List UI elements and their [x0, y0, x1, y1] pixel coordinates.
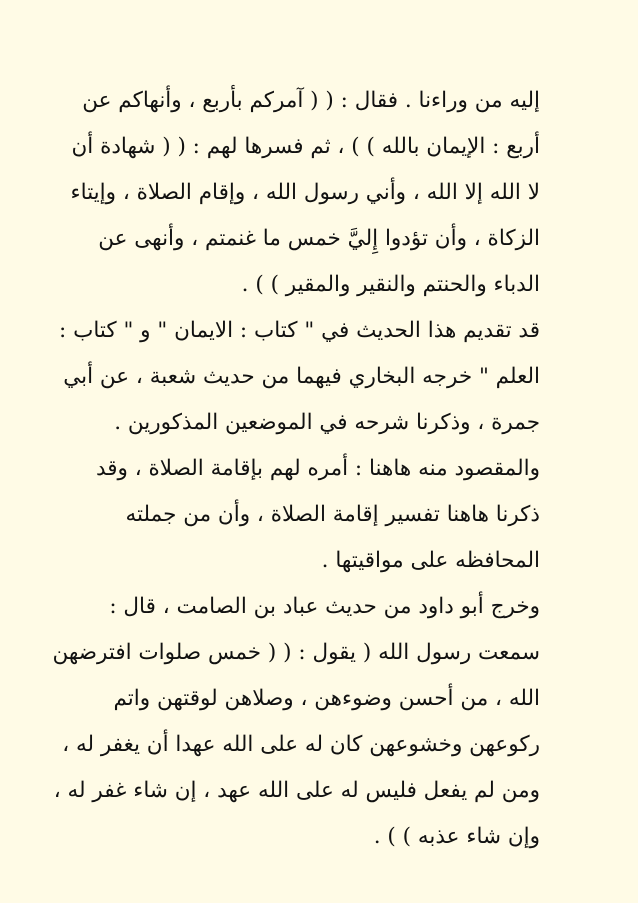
- text-line: الله ، من أحسن وضوءهن ، وصلاهن لوقتهن واتم: [113, 686, 540, 711]
- text-line: والمقصود منه هاهنا : أمره لهم بإقامة الصلاة ، وقد: [95, 456, 540, 481]
- text-line: قد تقديم هذا الحديث في " كتاب : الايمان " و " كتاب :: [59, 318, 540, 343]
- text-line: العلم " خرجه البخاري فيهما من حديث شعبة ، عن أبي: [63, 364, 540, 389]
- text-line: جمرة ، وذكرنا شرحه في الموضعين المذكورين .: [114, 410, 540, 435]
- text-line: ركوعهن وخشوعهن كان له على الله عهدا أن يغفر له ،: [62, 732, 540, 757]
- text-line: المحافظه على مواقيتها .: [321, 548, 540, 573]
- text-line: وخرج أبو داود من حديث عباد بن الصامت ، قال :: [109, 594, 540, 619]
- text-line: أربع : الإيمان بالله ) ) ، ثم فسرها لهم : ( ( شهادة أن: [71, 134, 540, 159]
- text-line: لا الله إلا الله ، وأني رسول الله ، وإقام الصلاة ، وإيتاء: [70, 180, 540, 205]
- text-line: الزكاة ، وأن تؤدوا إِليَّ خمس ما غنمتم ، وأنهى عن: [98, 226, 540, 251]
- text-line: وإن شاء عذبه ) ) .: [373, 824, 540, 849]
- text-line: إليه من وراءنا . فقال : ( ( آمركم بأربع ، وأنهاكم عن: [82, 88, 540, 113]
- text-line: سمعت رسول الله ( يقول : ( ( خمس صلوات افترضهن: [52, 640, 540, 665]
- text-line: ذكرنا هاهنا تفسير إقامة الصلاة ، وأن من جملته: [125, 502, 540, 527]
- text-line: ومن لم يفعل فليس له على الله عهد ، إن شاء غفر له ،: [53, 778, 540, 803]
- text-line: الدباء والحنتم والنقير والمقير ) ) .: [241, 272, 540, 297]
